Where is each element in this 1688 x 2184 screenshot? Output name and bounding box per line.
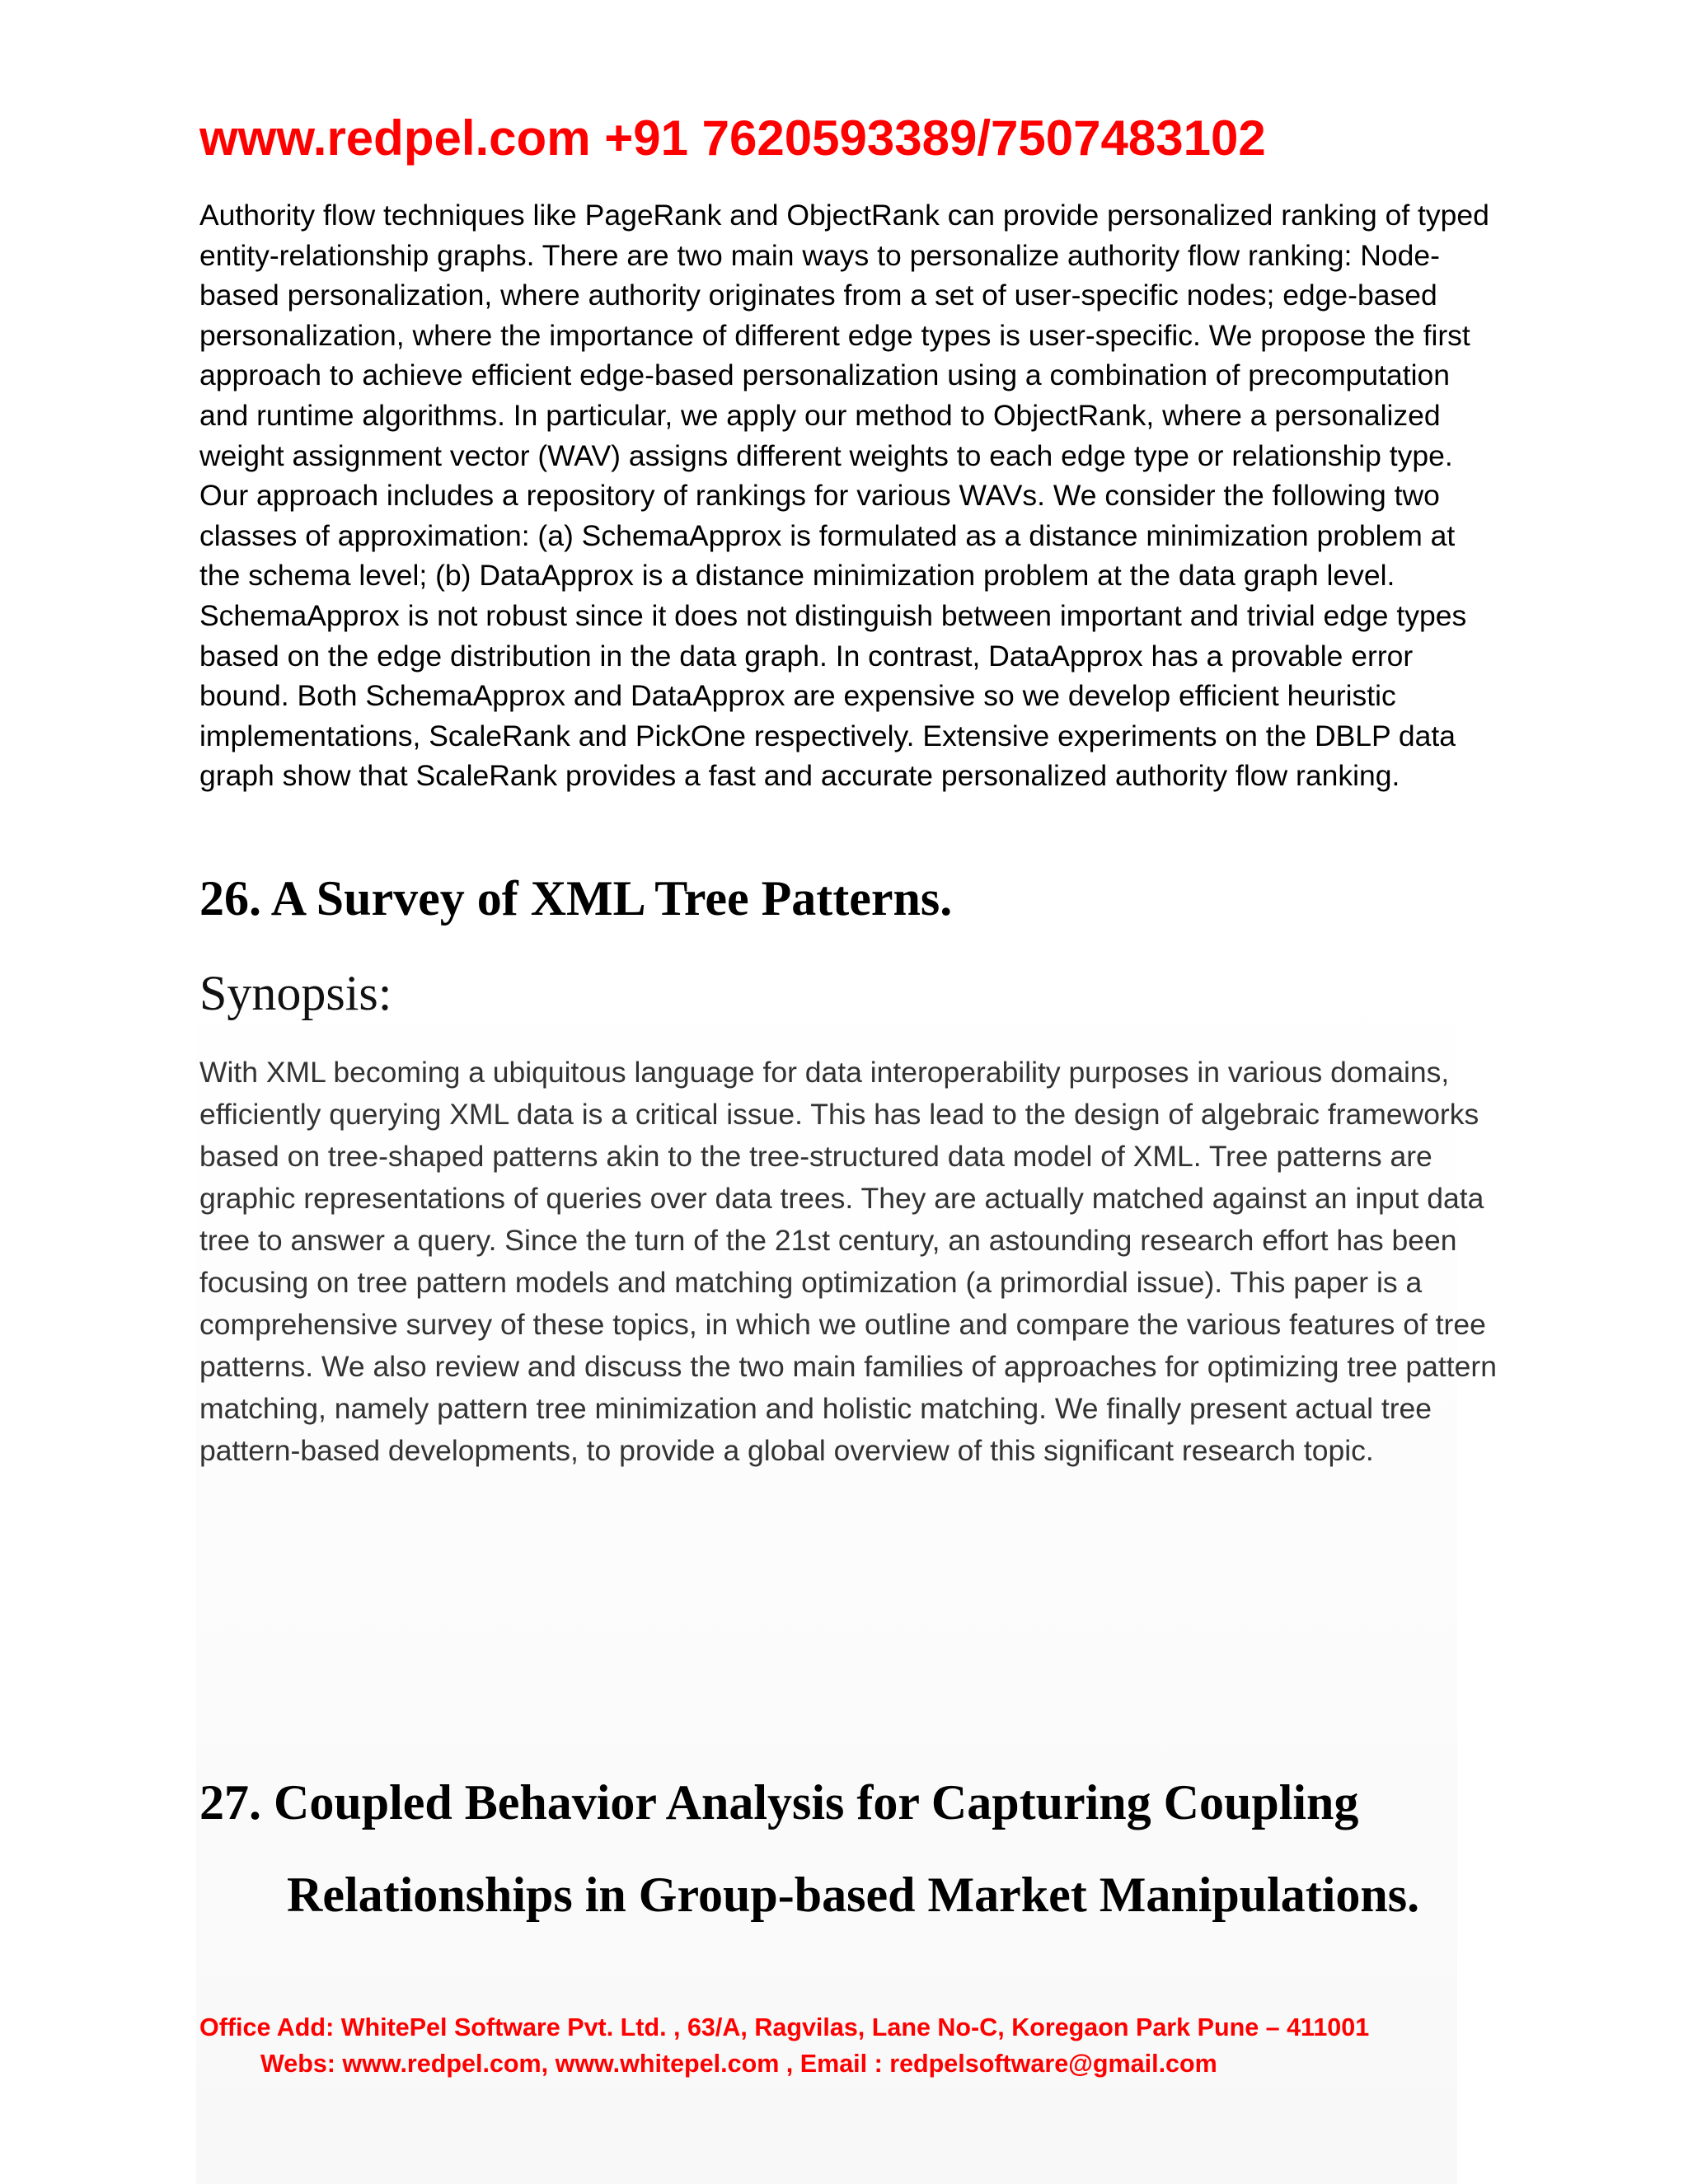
section-26-heading: 26. A Survey of XML Tree Patterns. bbox=[199, 871, 953, 926]
footer-websites-email: Webs: www.redpel.com, www.whitepel.com , Email : redpelsoftware@gmail.com bbox=[260, 2050, 1217, 2078]
synopsis-label: Synopsis: bbox=[199, 966, 392, 1020]
footer bbox=[199, 2009, 1485, 2082]
abstract-paragraph: Authority flow techniques like PageRank and ObjectRank can provide personalized ranking of typed entity-relationship graphs. There are two main ways to personalize authority flow ranking: Node-based personalization, where authority originates from a set of user-specific nodes; edge-based personalization, where the importance of different edge types is user-specific. We propose the first approach to achieve efficient edge-based personalization using a combination of precomputation and runtime algorithms. In particular, we apply our method to ObjectRank, where a personalized weight assignment vector (WAV) assigns different weights to each edge type or relationship type. Our approach includes a repository of rankings for various WAVs. We consider the following two classes of approximation: (a) SchemaApprox is formulated as a distance minimization problem at the schema level; (b) DataApprox is a distance minimization problem at the data graph level. SchemaApprox is not robust since it does not distinguish between important and trivial edge types based on the edge distribution in the data graph. In contrast, DataApprox has a provable error bound. Both SchemaApprox and DataApprox are expensive so we develop efficient heuristic implementations, ScaleRank and PickOne respectively. Extensive experiments on the DBLP data graph show that ScaleRank provides a fast and accurate personalized authority flow ranking. bbox=[199, 199, 1489, 793]
section-27-heading-line2: Relationships in Group-based Market Manipulations. bbox=[287, 1868, 1420, 1922]
section-27-heading-line1: 27. Coupled Behavior Analysis for Capturing Coupling bbox=[199, 1775, 1359, 1830]
synopsis-paragraph: With XML becoming a ubiquitous language for data interoperability purposes in various domains, efficiently querying XML data is a critical issue. This has lead to the design of algebraic frameworks based on tree-shaped patterns akin to the tree-structured data model of XML. Tree patterns are graphic representations of queries over data trees. They are actually matched against an input data tree to answer a query. Since the turn of the 21st century, an astounding research effort has been focusing on tree pattern models and matching optimization (a primordial issue). This paper is a comprehensive survey of these topics, in which we outline and compare the various features of tree patterns. We also review and discuss the two main families of approaches for optimizing tree pattern matching, namely pattern tree minimization and holistic matching. We finally present actual tree pattern-based developments, to provide a global overview of this significant research topic. bbox=[199, 1056, 1497, 1467]
footer-address: Office Add: WhitePel Software Pvt. Ltd. , 63/A, Ragvilas, Lane No-C, Koregaon Park Pune – 411001 bbox=[199, 2013, 1370, 2041]
header-contact: www.redpel.com +91 7620593389/7507483102 bbox=[199, 110, 1266, 166]
